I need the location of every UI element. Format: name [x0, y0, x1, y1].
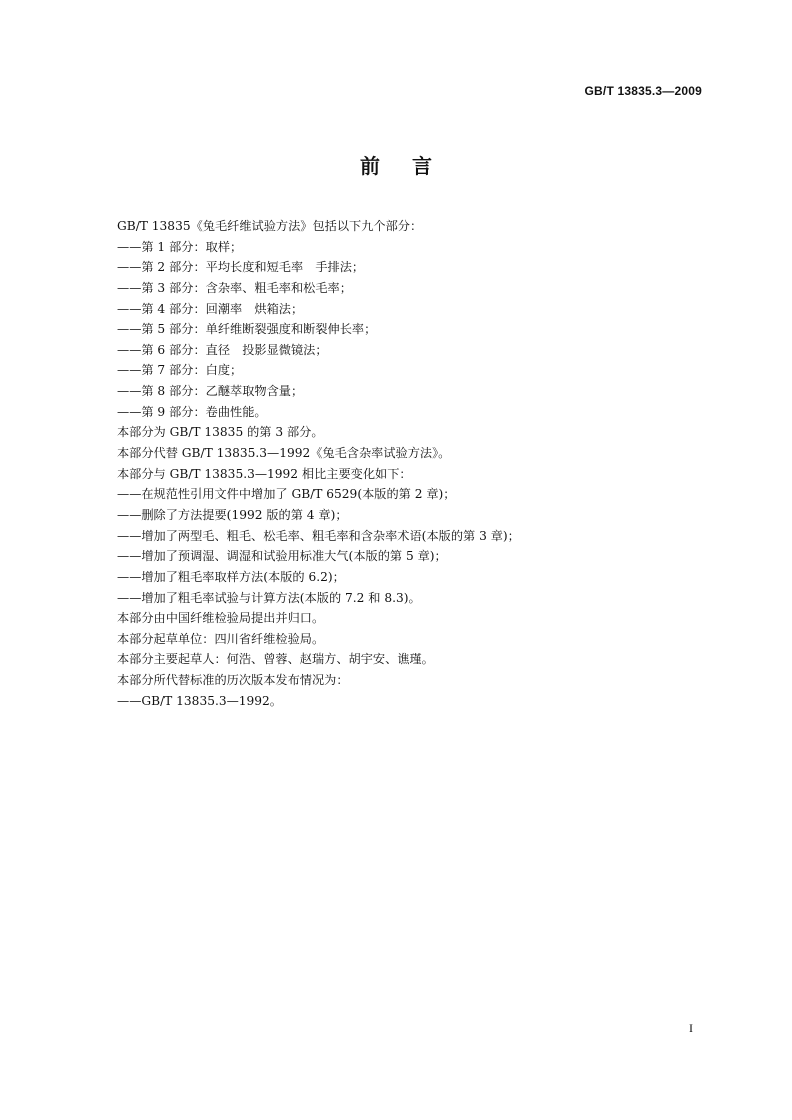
- text-line: 本部分主要起草人：何浩、曾蓉、赵瑞方、胡宇安、谯瑾。: [117, 652, 434, 667]
- text-line: ——GB/T 13835.3—1992。: [117, 693, 282, 708]
- standard-number: GB/T 13835.3—2009: [584, 84, 702, 98]
- text-line: ——第 7 部分：白度；: [117, 363, 243, 378]
- text-line: GB/T 13835《兔毛纤维试验方法》包括以下九个部分：: [117, 219, 423, 233]
- page-title: 前言: [360, 154, 464, 178]
- text-line: ——删除了方法提要(1992 版的第 4 章)；: [117, 507, 348, 522]
- text-line: ——增加了粗毛率取样方法(本版的 6.2)；: [117, 569, 345, 584]
- text-line: ——第 9 部分：卷曲性能。: [117, 404, 267, 419]
- text-line: 本部分起草单位：四川省纤维检验局。: [117, 631, 325, 646]
- text-line: ——第 3 部分：含杂率、粗毛率和松毛率；: [117, 280, 352, 295]
- text-line: ——第 8 部分：乙醚萃取物含量；: [117, 384, 304, 399]
- body-text: [117, 216, 717, 711]
- text-line: 本部分代替 GB/T 13835.3—1992《兔毛含杂率试验方法》。: [117, 446, 451, 461]
- text-line: ——第 2 部分：平均长度和短毛率 手排法；: [117, 260, 365, 275]
- text-line: ——第 4 部分：回潮率 烘箱法；: [117, 301, 304, 316]
- text-line: ——增加了两型毛、粗毛、松毛率、粗毛率和含杂率术语(本版的第 3 章)；: [117, 528, 520, 543]
- text-line: 本部分所代替标准的历次版本发布情况为：: [117, 673, 349, 688]
- text-line: 本部分为 GB/T 13835 的第 3 部分。: [117, 425, 324, 440]
- text-line: ——在规范性引用文件中增加了 GB/T 6529(本版的第 2 章)；: [117, 487, 456, 502]
- text-line: 本部分与 GB/T 13835.3—1992 相比主要变化如下：: [117, 466, 412, 481]
- text-line: ——第 6 部分：直径 投影显微镜法；: [117, 342, 328, 357]
- page-number: I: [689, 1021, 693, 1035]
- text-line: 本部分由中国纤维检验局提出并归口。: [117, 611, 325, 626]
- text-line: ——增加了粗毛率试验与计算方法(本版的 7.2 和 8.3)。: [117, 590, 421, 605]
- text-line: ——第 5 部分：单纤维断裂强度和断裂伸长率；: [117, 322, 377, 337]
- text-line: ——增加了预调湿、调湿和试验用标准大气(本版的第 5 章)；: [117, 549, 447, 564]
- text-line: ——第 1 部分：取样；: [117, 239, 243, 254]
